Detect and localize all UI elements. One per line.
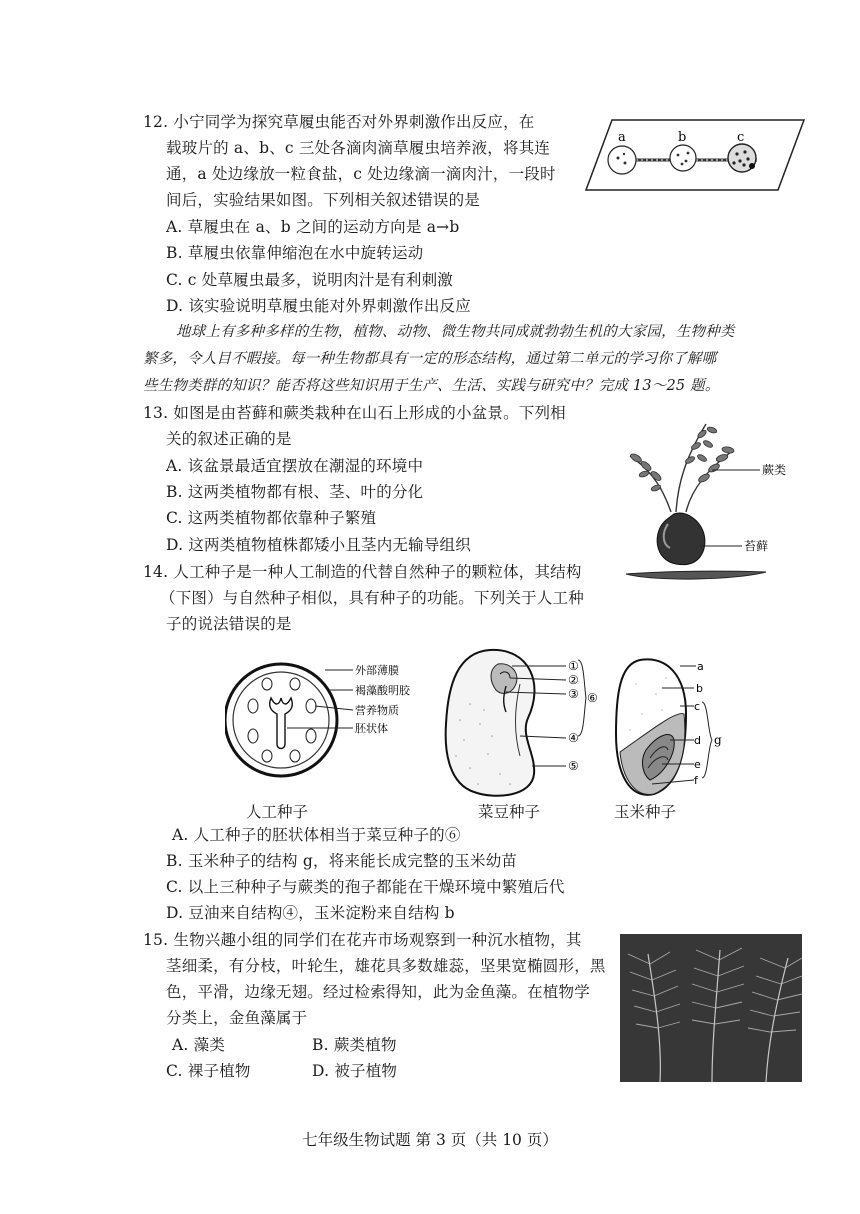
q14-option-a: A. 人工种子的胚状体相当于菜豆种子的⑥ [172, 826, 461, 844]
intro-line-3: 些生物类群的知识？能否将这些知识用于生产、生活、实践与研究中？完成 13～25 题。 [143, 378, 720, 394]
q14-option-d: D. 豆油来自结构④，玉米淀粉来自结构 b [166, 904, 455, 922]
q15-stem-line-3: 色，平滑，边缘无翅。经过检索得知，此为金鱼藻。在植物学 [166, 983, 590, 1001]
q12-label-a: a [618, 130, 626, 145]
q12-option-b: B. 草履虫依靠伸缩泡在水中旋转运动 [166, 244, 424, 262]
bean-label-2: ② [568, 673, 579, 687]
bean-label-4: ④ [568, 731, 579, 745]
q14-corn-seed-figure [606, 654, 736, 804]
q15-hornwort-photo [620, 934, 802, 1082]
q14-stem-line-3: 子的说法错误的是 [166, 615, 292, 633]
bean-label-6: ⑥ [587, 691, 598, 705]
artificial-label-membrane: 外部薄膜 [355, 664, 399, 677]
q15-option-b: B. 蕨类植物 [312, 1036, 397, 1054]
intro-line-2: 繁多，令人目不暇接。每一种生物都具有一定的形态结构，通过第二单元的学习你了解哪 [143, 351, 717, 367]
q14-stem-line-2: （下图）与自然种子相似，具有种子的功能。下列关于人工种 [160, 589, 584, 607]
q13-label-moss: 苔藓 [744, 539, 769, 553]
q13-bonsai-figure [616, 412, 792, 587]
q14-stem-line-1: 14. 人工种子是一种人工制造的代替自然种子的颗粒体，其结构 [143, 563, 582, 581]
q13-option-a: A. 该盆景最适宜摆放在潮湿的环境中 [166, 457, 424, 475]
corn-label-e: e [694, 758, 701, 771]
q13-stem-line-1: 13. 如图是由苔藓和蕨类栽种在山石上形成的小盆景。下列相 [143, 404, 566, 422]
page-footer: 七年级生物试题 第 3 页（共 10 页） [302, 1131, 558, 1149]
q12-option-c: C. c 处草履虫最多，说明肉汁是有利刺激 [166, 271, 453, 289]
q15-stem-line-2: 茎细柔，有分枝，叶轮生，雄花具多数雄蕊，坚果宽椭圆形，黑 [166, 957, 606, 975]
bean-label-5: ⑤ [568, 759, 579, 773]
bean-label-1: ① [568, 659, 579, 673]
artificial-label-nutrient: 营养物质 [355, 704, 399, 717]
corn-label-c: c [694, 700, 701, 713]
q13-stem-line-2: 关的叙述正确的是 [166, 430, 292, 448]
q12-label-c: c [737, 130, 745, 145]
corn-label-a: a [697, 660, 704, 673]
q12-stem-line-3: 通，a 处边缘放一粒食盐，c 处边缘滴一滴肉汁，一段时 [166, 165, 556, 183]
q12-option-d: D. 该实验说明草履虫能对外界刺激作出反应 [166, 297, 471, 315]
q12-option-a: A. 草履虫在 a、b 之间的运动方向是 a→b [166, 218, 460, 236]
q12-paramecium-slide-figure [582, 114, 808, 196]
q13-option-b: B. 这两类植物都有根、茎、叶的分化 [166, 483, 424, 501]
bean-label-3: ③ [568, 687, 579, 701]
q14-artificial-seed-figure [225, 648, 425, 798]
caption-bean-seed: 菜豆种子 [478, 803, 541, 821]
corn-label-b: b [696, 682, 703, 695]
q12-stem-line-1: 12. 小宁同学为探究草履虫能否对外界刺激作出反应，在 [143, 113, 535, 131]
q15-option-c: C. 裸子植物 [166, 1062, 251, 1080]
artificial-label-gel: 褐藻酸明胶 [355, 684, 410, 697]
q14-option-b: B. 玉米种子的结构 g，将来能长成完整的玉米幼苗 [166, 852, 518, 870]
q12-stem-line-4: 间后，实验结果如图。下列相关叙述错误的是 [166, 191, 481, 209]
q15-option-a: A. 藻类 [172, 1036, 226, 1054]
corn-label-g: g [714, 733, 722, 747]
q13-option-d: D. 这两类植物植株都矮小且茎内无输导组织 [166, 536, 471, 554]
q15-option-d: D. 被子植物 [312, 1062, 398, 1080]
corn-label-f: f [694, 774, 698, 787]
q12-stem-line-2: 载玻片的 a、b、c 三处各滴肉滴草履虫培养液，将其连 [166, 139, 551, 157]
corn-label-d: d [694, 734, 701, 747]
q12-label-b: b [678, 130, 687, 145]
intro-line-1: 地球上有多种多样的生物，植物、动物、微生物共同成就勃勃生机的大家园，生物种类 [176, 324, 735, 340]
q15-stem-line-4: 分类上，金鱼藻属于 [166, 1009, 308, 1027]
q14-option-c: C. 以上三种种子与蕨类的孢子都能在干燥环境中繁殖后代 [166, 878, 565, 896]
q15-stem-line-1: 15. 生物兴趣小组的同学们在花卉市场观察到一种沉水植物，其 [143, 931, 582, 949]
q13-option-c: C. 这两类植物都依靠种子繁殖 [166, 509, 377, 527]
q13-label-fern: 蕨类 [762, 463, 787, 477]
caption-artificial-seed: 人工种子 [246, 803, 309, 821]
caption-corn-seed: 玉米种子 [614, 803, 677, 821]
q14-bean-seed-figure [440, 644, 600, 804]
artificial-label-embryoid: 胚状体 [355, 722, 388, 735]
